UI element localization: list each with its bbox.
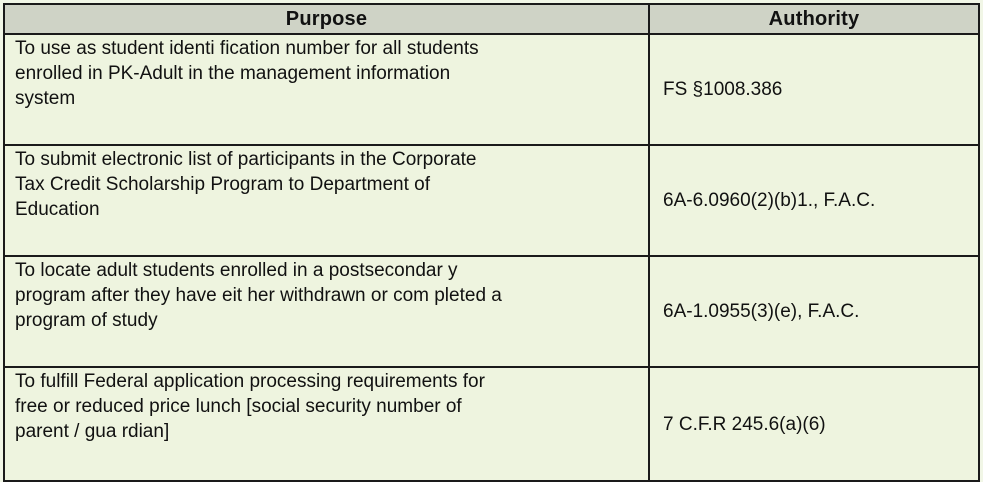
purpose-text-line: To use as student identi fication number for all students	[15, 38, 479, 59]
authority-cell: 7 C.F.R 245.6(a)(6)	[649, 367, 979, 481]
purpose-cell	[4, 145, 649, 256]
purpose-text-line: free or reduced price lunch [social security number of	[15, 396, 462, 417]
authority-cell: 6A-6.0960(2)(b)1., F.A.C.	[649, 145, 979, 256]
purpose-text-line: Tax Credit Scholarship Program to Department of	[15, 174, 431, 195]
table-row	[4, 145, 979, 256]
purpose-text-line: parent / gua rdian]	[15, 421, 170, 442]
purpose-text-line: To locate adult students enrolled in a postsecondar y	[15, 260, 458, 281]
purpose-cell	[4, 34, 649, 145]
purpose-text-line: Education	[15, 199, 100, 220]
document-table-container	[3, 3, 978, 469]
table-row	[4, 367, 979, 481]
purpose-text-line: To submit electronic list of participants in the Corporate	[15, 149, 477, 170]
purpose-cell	[4, 367, 649, 481]
purpose-text-line: system	[15, 88, 76, 109]
purpose-cell	[4, 256, 649, 367]
table-header-row	[4, 4, 979, 34]
header-purpose: Purpose	[4, 4, 649, 34]
purpose-text-line: program after they have eit her withdrawn or com pleted a	[15, 285, 502, 306]
purpose-text-line: enrolled in PK-Adult in the management information	[15, 63, 451, 84]
header-authority: Authority	[649, 4, 979, 34]
authority-cell: 6A-1.0955(3)(e), F.A.C.	[649, 256, 979, 367]
purpose-authority-table	[3, 3, 980, 482]
purpose-text-line: program of study	[15, 310, 158, 331]
authority-cell: FS §1008.386	[649, 34, 979, 145]
table-row	[4, 256, 979, 367]
table-row	[4, 34, 979, 145]
purpose-text-line: To fulfill Federal application processing requirements for	[15, 371, 485, 392]
